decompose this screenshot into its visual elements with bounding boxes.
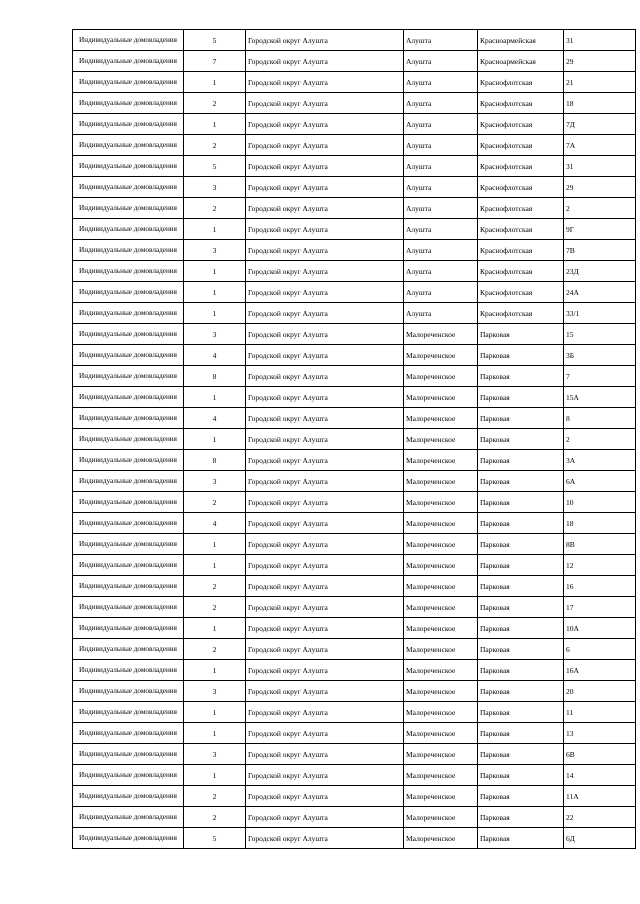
- table-row: [73, 303, 636, 324]
- street-cell: Краснофлотская: [478, 303, 564, 324]
- street-cell: Парковая: [478, 660, 564, 681]
- count-cell: 2: [184, 597, 246, 618]
- dwelling-type-cell: Индивидуальные домовладения: [73, 807, 184, 828]
- count-cell: 3: [184, 744, 246, 765]
- house-number-cell: 3А: [564, 450, 636, 471]
- municipality-cell: Городской округ Алушта: [246, 429, 404, 450]
- locality-cell: Малореченское: [404, 324, 478, 345]
- locality-cell: Алушта: [404, 135, 478, 156]
- table-row: [73, 723, 636, 744]
- locality-cell: Малореченское: [404, 618, 478, 639]
- municipality-cell: Городской округ Алушта: [246, 366, 404, 387]
- count-cell: 2: [184, 135, 246, 156]
- dwelling-type-cell: Индивидуальные домовладения: [73, 576, 184, 597]
- municipality-cell: Городской округ Алушта: [246, 576, 404, 597]
- count-cell: 3: [184, 681, 246, 702]
- table-row: [73, 471, 636, 492]
- street-cell: Парковая: [478, 492, 564, 513]
- dwelling-type-cell: Индивидуальные домовладения: [73, 765, 184, 786]
- house-number-cell: 6: [564, 639, 636, 660]
- locality-cell: Малореченское: [404, 828, 478, 849]
- municipality-cell: Городской округ Алушта: [246, 471, 404, 492]
- street-cell: Парковая: [478, 450, 564, 471]
- table-row: [73, 450, 636, 471]
- street-cell: Парковая: [478, 597, 564, 618]
- municipality-cell: Городской округ Алушта: [246, 198, 404, 219]
- dwelling-type-cell: Индивидуальные домовладения: [73, 618, 184, 639]
- locality-cell: Малореченское: [404, 408, 478, 429]
- dwelling-type-cell: Индивидуальные домовладения: [73, 387, 184, 408]
- house-number-cell: 17: [564, 597, 636, 618]
- locality-cell: Алушта: [404, 198, 478, 219]
- dwelling-type-cell: Индивидуальные домовладения: [73, 177, 184, 198]
- table-row: [73, 51, 636, 72]
- street-cell: Парковая: [478, 807, 564, 828]
- count-cell: 1: [184, 660, 246, 681]
- locality-cell: Малореченское: [404, 513, 478, 534]
- street-cell: Краснофлотская: [478, 261, 564, 282]
- dwelling-type-cell: Индивидуальные домовладения: [73, 471, 184, 492]
- street-cell: Парковая: [478, 744, 564, 765]
- dwelling-type-cell: Индивидуальные домовладения: [73, 744, 184, 765]
- house-number-cell: 6В: [564, 744, 636, 765]
- municipality-cell: Городской округ Алушта: [246, 345, 404, 366]
- locality-cell: Алушта: [404, 240, 478, 261]
- table-row: [73, 198, 636, 219]
- table-row: [73, 282, 636, 303]
- table-row: [73, 597, 636, 618]
- municipality-cell: Городской округ Алушта: [246, 597, 404, 618]
- dwelling-type-cell: Индивидуальные домовладения: [73, 828, 184, 849]
- street-cell: Красноармейская: [478, 51, 564, 72]
- dwelling-type-cell: Индивидуальные домовладения: [73, 513, 184, 534]
- locality-cell: Алушта: [404, 282, 478, 303]
- count-cell: 1: [184, 387, 246, 408]
- table-row: [73, 786, 636, 807]
- dwelling-type-cell: Индивидуальные домовладения: [73, 786, 184, 807]
- count-cell: 1: [184, 429, 246, 450]
- count-cell: 2: [184, 198, 246, 219]
- dwelling-type-cell: Индивидуальные домовладения: [73, 723, 184, 744]
- street-cell: Парковая: [478, 576, 564, 597]
- street-cell: Парковая: [478, 828, 564, 849]
- locality-cell: Алушта: [404, 30, 478, 51]
- municipality-cell: Городской округ Алушта: [246, 660, 404, 681]
- municipality-cell: Городской округ Алушта: [246, 387, 404, 408]
- locality-cell: Малореченское: [404, 492, 478, 513]
- municipality-cell: Городской округ Алушта: [246, 135, 404, 156]
- house-number-cell: 29: [564, 177, 636, 198]
- table-row: [73, 681, 636, 702]
- locality-cell: Алушта: [404, 156, 478, 177]
- street-cell: Парковая: [478, 639, 564, 660]
- count-cell: 1: [184, 219, 246, 240]
- count-cell: 1: [184, 261, 246, 282]
- dwelling-type-cell: Индивидуальные домовладения: [73, 660, 184, 681]
- locality-cell: Малореченское: [404, 639, 478, 660]
- count-cell: 3: [184, 324, 246, 345]
- house-number-cell: 33/1: [564, 303, 636, 324]
- municipality-cell: Городской округ Алушта: [246, 744, 404, 765]
- municipality-cell: Городской округ Алушта: [246, 618, 404, 639]
- house-number-cell: 21: [564, 72, 636, 93]
- count-cell: 2: [184, 492, 246, 513]
- table-row: [73, 807, 636, 828]
- municipality-cell: Городской округ Алушта: [246, 723, 404, 744]
- count-cell: 2: [184, 576, 246, 597]
- table-row: [73, 261, 636, 282]
- count-cell: 4: [184, 408, 246, 429]
- municipality-cell: Городской округ Алушта: [246, 786, 404, 807]
- dwelling-type-cell: Индивидуальные домовладения: [73, 51, 184, 72]
- municipality-cell: Городской округ Алушта: [246, 261, 404, 282]
- street-cell: Парковая: [478, 765, 564, 786]
- locality-cell: Малореченское: [404, 702, 478, 723]
- table-row: [73, 177, 636, 198]
- table-row: [73, 324, 636, 345]
- count-cell: 7: [184, 51, 246, 72]
- dwelling-type-cell: Индивидуальные домовладения: [73, 702, 184, 723]
- street-cell: Парковая: [478, 786, 564, 807]
- street-cell: Парковая: [478, 534, 564, 555]
- count-cell: 1: [184, 114, 246, 135]
- house-number-cell: 22: [564, 807, 636, 828]
- housing-register-table: [72, 29, 636, 849]
- dwelling-type-cell: Индивидуальные домовладения: [73, 429, 184, 450]
- municipality-cell: Городской округ Алушта: [246, 72, 404, 93]
- count-cell: 1: [184, 555, 246, 576]
- locality-cell: Малореченское: [404, 681, 478, 702]
- count-cell: 2: [184, 786, 246, 807]
- municipality-cell: Городской округ Алушта: [246, 681, 404, 702]
- count-cell: 3: [184, 177, 246, 198]
- count-cell: 5: [184, 30, 246, 51]
- house-number-cell: 2: [564, 429, 636, 450]
- count-cell: 1: [184, 534, 246, 555]
- locality-cell: Малореченское: [404, 450, 478, 471]
- dwelling-type-cell: Индивидуальные домовладения: [73, 240, 184, 261]
- municipality-cell: Городской округ Алушта: [246, 807, 404, 828]
- count-cell: 1: [184, 282, 246, 303]
- municipality-cell: Городской округ Алушта: [246, 324, 404, 345]
- street-cell: Парковая: [478, 681, 564, 702]
- house-number-cell: 16: [564, 576, 636, 597]
- locality-cell: Алушта: [404, 177, 478, 198]
- house-number-cell: 12: [564, 555, 636, 576]
- dwelling-type-cell: Индивидуальные домовладения: [73, 156, 184, 177]
- street-cell: Парковая: [478, 408, 564, 429]
- municipality-cell: Городской округ Алушта: [246, 639, 404, 660]
- house-number-cell: 2: [564, 198, 636, 219]
- dwelling-type-cell: Индивидуальные домовладения: [73, 219, 184, 240]
- table-row: [73, 744, 636, 765]
- table-row: [73, 576, 636, 597]
- house-number-cell: 16А: [564, 660, 636, 681]
- street-cell: Краснофлотская: [478, 72, 564, 93]
- locality-cell: Малореченское: [404, 345, 478, 366]
- street-cell: Краснофлотская: [478, 177, 564, 198]
- house-number-cell: 10: [564, 492, 636, 513]
- table-row: [73, 240, 636, 261]
- count-cell: 2: [184, 93, 246, 114]
- count-cell: 1: [184, 303, 246, 324]
- street-cell: Парковая: [478, 366, 564, 387]
- municipality-cell: Городской округ Алушта: [246, 765, 404, 786]
- table-row: [73, 366, 636, 387]
- street-cell: Парковая: [478, 513, 564, 534]
- dwelling-type-cell: Индивидуальные домовладения: [73, 345, 184, 366]
- house-number-cell: 14: [564, 765, 636, 786]
- municipality-cell: Городской округ Алушта: [246, 492, 404, 513]
- count-cell: 3: [184, 471, 246, 492]
- house-number-cell: 7А: [564, 135, 636, 156]
- count-cell: 5: [184, 156, 246, 177]
- locality-cell: Алушта: [404, 261, 478, 282]
- locality-cell: Алушта: [404, 51, 478, 72]
- municipality-cell: Городской округ Алушта: [246, 282, 404, 303]
- locality-cell: Алушта: [404, 72, 478, 93]
- house-number-cell: 13: [564, 723, 636, 744]
- street-cell: Парковая: [478, 555, 564, 576]
- municipality-cell: Городской округ Алушта: [246, 51, 404, 72]
- count-cell: 4: [184, 345, 246, 366]
- street-cell: Парковая: [478, 618, 564, 639]
- house-number-cell: 11А: [564, 786, 636, 807]
- house-number-cell: 6Д: [564, 828, 636, 849]
- street-cell: Парковая: [478, 429, 564, 450]
- municipality-cell: Городской округ Алушта: [246, 408, 404, 429]
- table-row: [73, 429, 636, 450]
- municipality-cell: Городской округ Алушта: [246, 240, 404, 261]
- locality-cell: Малореченское: [404, 660, 478, 681]
- table-row: [73, 114, 636, 135]
- count-cell: 1: [184, 723, 246, 744]
- municipality-cell: Городской округ Алушта: [246, 156, 404, 177]
- table-row: [73, 408, 636, 429]
- locality-cell: Малореченское: [404, 387, 478, 408]
- locality-cell: Алушта: [404, 114, 478, 135]
- table-row: [73, 618, 636, 639]
- house-number-cell: 7Д: [564, 114, 636, 135]
- table-row: [73, 135, 636, 156]
- locality-cell: Малореченское: [404, 534, 478, 555]
- street-cell: Красноармейская: [478, 30, 564, 51]
- dwelling-type-cell: Индивидуальные домовладения: [73, 408, 184, 429]
- street-cell: Краснофлотская: [478, 240, 564, 261]
- house-number-cell: 7В: [564, 240, 636, 261]
- dwelling-type-cell: Индивидуальные домовладения: [73, 135, 184, 156]
- street-cell: Краснофлотская: [478, 219, 564, 240]
- dwelling-type-cell: Индивидуальные домовладения: [73, 72, 184, 93]
- dwelling-type-cell: Индивидуальные домовладения: [73, 492, 184, 513]
- table-row: [73, 72, 636, 93]
- dwelling-type-cell: Индивидуальные домовладения: [73, 261, 184, 282]
- municipality-cell: Городской округ Алушта: [246, 114, 404, 135]
- table-row: [73, 639, 636, 660]
- house-number-cell: 10А: [564, 618, 636, 639]
- street-cell: Краснофлотская: [478, 198, 564, 219]
- table-row: [73, 30, 636, 51]
- municipality-cell: Городской округ Алушта: [246, 555, 404, 576]
- locality-cell: Малореченское: [404, 471, 478, 492]
- dwelling-type-cell: Индивидуальные домовладения: [73, 639, 184, 660]
- locality-cell: Малореченское: [404, 723, 478, 744]
- house-number-cell: 8: [564, 408, 636, 429]
- table-row: [73, 93, 636, 114]
- house-number-cell: 11: [564, 702, 636, 723]
- municipality-cell: Городской округ Алушта: [246, 93, 404, 114]
- count-cell: 8: [184, 366, 246, 387]
- locality-cell: Малореченское: [404, 807, 478, 828]
- locality-cell: Малореченское: [404, 597, 478, 618]
- count-cell: 1: [184, 765, 246, 786]
- house-number-cell: 3Б: [564, 345, 636, 366]
- municipality-cell: Городской округ Алушта: [246, 219, 404, 240]
- locality-cell: Малореченское: [404, 366, 478, 387]
- dwelling-type-cell: Индивидуальные домовладения: [73, 282, 184, 303]
- locality-cell: Малореченское: [404, 765, 478, 786]
- house-number-cell: 23Д: [564, 261, 636, 282]
- street-cell: Парковая: [478, 324, 564, 345]
- house-number-cell: 31: [564, 156, 636, 177]
- municipality-cell: Городской округ Алушта: [246, 513, 404, 534]
- table-row: [73, 765, 636, 786]
- count-cell: 1: [184, 72, 246, 93]
- table-row: [73, 219, 636, 240]
- street-cell: Краснофлотская: [478, 114, 564, 135]
- municipality-cell: Городской округ Алушта: [246, 702, 404, 723]
- dwelling-type-cell: Индивидуальные домовладения: [73, 555, 184, 576]
- locality-cell: Малореченское: [404, 744, 478, 765]
- street-cell: Краснофлотская: [478, 135, 564, 156]
- dwelling-type-cell: Индивидуальные домовладения: [73, 30, 184, 51]
- municipality-cell: Городской округ Алушта: [246, 534, 404, 555]
- locality-cell: Алушта: [404, 219, 478, 240]
- table-row: [73, 492, 636, 513]
- house-number-cell: 20: [564, 681, 636, 702]
- street-cell: Парковая: [478, 387, 564, 408]
- house-number-cell: 18: [564, 93, 636, 114]
- locality-cell: Алушта: [404, 93, 478, 114]
- count-cell: 5: [184, 828, 246, 849]
- count-cell: 3: [184, 240, 246, 261]
- dwelling-type-cell: Индивидуальные домовладения: [73, 450, 184, 471]
- house-number-cell: 29: [564, 51, 636, 72]
- municipality-cell: Городской округ Алушта: [246, 450, 404, 471]
- municipality-cell: Городской округ Алушта: [246, 177, 404, 198]
- table-row: [73, 555, 636, 576]
- table-row: [73, 387, 636, 408]
- table-row: [73, 534, 636, 555]
- dwelling-type-cell: Индивидуальные домовладения: [73, 303, 184, 324]
- table-row: [73, 156, 636, 177]
- count-cell: 2: [184, 639, 246, 660]
- street-cell: Краснофлотская: [478, 156, 564, 177]
- house-number-cell: 8В: [564, 534, 636, 555]
- table-row: [73, 345, 636, 366]
- count-cell: 8: [184, 450, 246, 471]
- house-number-cell: 18: [564, 513, 636, 534]
- municipality-cell: Городской округ Алушта: [246, 30, 404, 51]
- count-cell: 2: [184, 807, 246, 828]
- dwelling-type-cell: Индивидуальные домовладения: [73, 324, 184, 345]
- dwelling-type-cell: Индивидуальные домовладения: [73, 597, 184, 618]
- house-number-cell: 15: [564, 324, 636, 345]
- table-row: [73, 828, 636, 849]
- house-number-cell: 7: [564, 366, 636, 387]
- locality-cell: Малореченское: [404, 786, 478, 807]
- dwelling-type-cell: Индивидуальные домовладения: [73, 681, 184, 702]
- house-number-cell: 31: [564, 30, 636, 51]
- dwelling-type-cell: Индивидуальные домовладения: [73, 93, 184, 114]
- street-cell: Краснофлотская: [478, 282, 564, 303]
- municipality-cell: Городской округ Алушта: [246, 303, 404, 324]
- dwelling-type-cell: Индивидуальные домовладения: [73, 366, 184, 387]
- street-cell: Парковая: [478, 702, 564, 723]
- house-number-cell: 24А: [564, 282, 636, 303]
- municipality-cell: Городской округ Алушта: [246, 828, 404, 849]
- table-row: [73, 702, 636, 723]
- house-number-cell: 9Г: [564, 219, 636, 240]
- street-cell: Парковая: [478, 471, 564, 492]
- count-cell: 4: [184, 513, 246, 534]
- table-row: [73, 513, 636, 534]
- house-number-cell: 15А: [564, 387, 636, 408]
- count-cell: 1: [184, 702, 246, 723]
- locality-cell: Малореченское: [404, 555, 478, 576]
- count-cell: 1: [184, 618, 246, 639]
- house-number-cell: 6А: [564, 471, 636, 492]
- locality-cell: Малореченское: [404, 576, 478, 597]
- table-row: [73, 660, 636, 681]
- locality-cell: Малореченское: [404, 429, 478, 450]
- table-body: [73, 30, 636, 849]
- street-cell: Парковая: [478, 345, 564, 366]
- locality-cell: Алушта: [404, 303, 478, 324]
- dwelling-type-cell: Индивидуальные домовладения: [73, 198, 184, 219]
- dwelling-type-cell: Индивидуальные домовладения: [73, 114, 184, 135]
- street-cell: Парковая: [478, 723, 564, 744]
- street-cell: Краснофлотская: [478, 93, 564, 114]
- dwelling-type-cell: Индивидуальные домовладения: [73, 534, 184, 555]
